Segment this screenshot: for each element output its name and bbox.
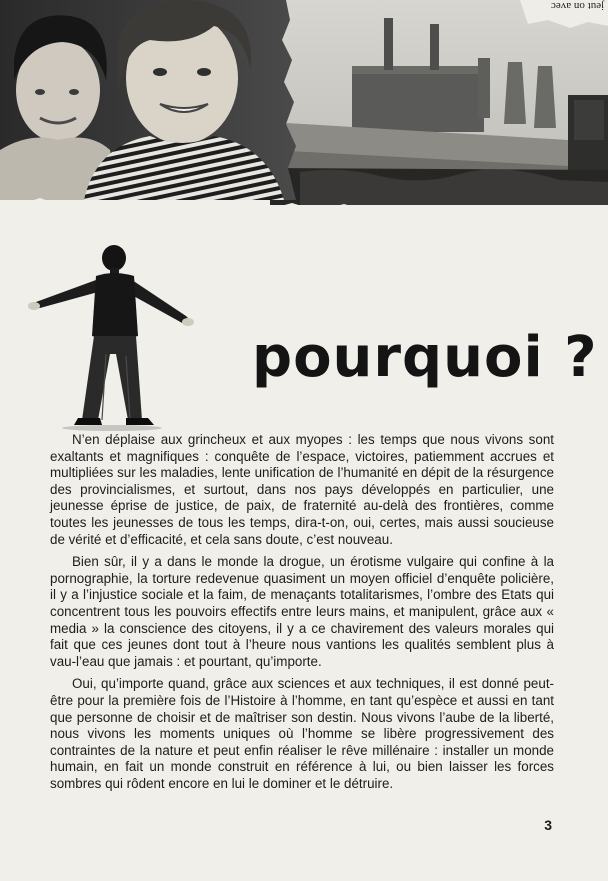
boy-figure-illustration [26,244,198,432]
factory-photo [270,0,608,205]
paragraph: Oui, qu’importe quand, grâce aux sciences et aux techniques, il est donné peut-être pour la première fois de l’Histoire à l’homme, en tant qu’espèce et aussi en tant que personne de choisir et de maîtriser son destin. Nous vivons l’aube de la liberté, nous vivons les moments uniques où l’homme se libère progressivement des contraintes de la nature et peut enfin réaliser le rêve millénaire : installer un monde humain, en fait un monde construit en référence à lui, ou bien laisser les forces sombres qui rôdent encore en lui le dominer et le détruire. [50,676,554,791]
portrait-photo [0,0,296,200]
page-number: 3 [544,817,552,833]
page-title: pourquoi ? [252,325,598,390]
paragraph: Bien sûr, il y a dans le monde la drogue, un érotisme vulgaire qui confine à la pornographie, la torture redevenue quasiment un moyen officiel d’enquête policière, il y a l’injustice sociale et la faim, de menaçants totalitarismes, l’ombre des Etats qui concentrent tous les pouvoirs effectifs entre leurs mains, et manipulent, grâce aux « media » la conscience des citoyens, il y a ce chavirement des valeurs morales qui fait que ces jeunes dont tout à l’heure nous vantions les qualités semblent plus à vau-l’eau que jamais : et pourtant, qu’importe. [50,554,554,669]
paragraph: N’en déplaise aux grincheux et aux myopes : les temps que nous vivons sont exaltants et magnifiques : conquête de l’espace, victoires, patiemment accrues et multipliées sur les maladies, lente unification de l’humanité en dépit de la résurgence des provincialismes, et surtout, dans nos pays développés en particulier, une jeunesse éprise de justice, de paix, de fraternité au-delà des frontières, comme toutes les jeunesses de tous les temps, dira-t-on, oui, certes, mais aussi soucieuse de vérité et d’efficacité, et cela sans doute, c’est nouveau. [50,432,554,547]
article-body [50,432,554,798]
header-photo-collage [0,0,608,225]
corner-text-fragment: jeut on avec [550,0,604,12]
